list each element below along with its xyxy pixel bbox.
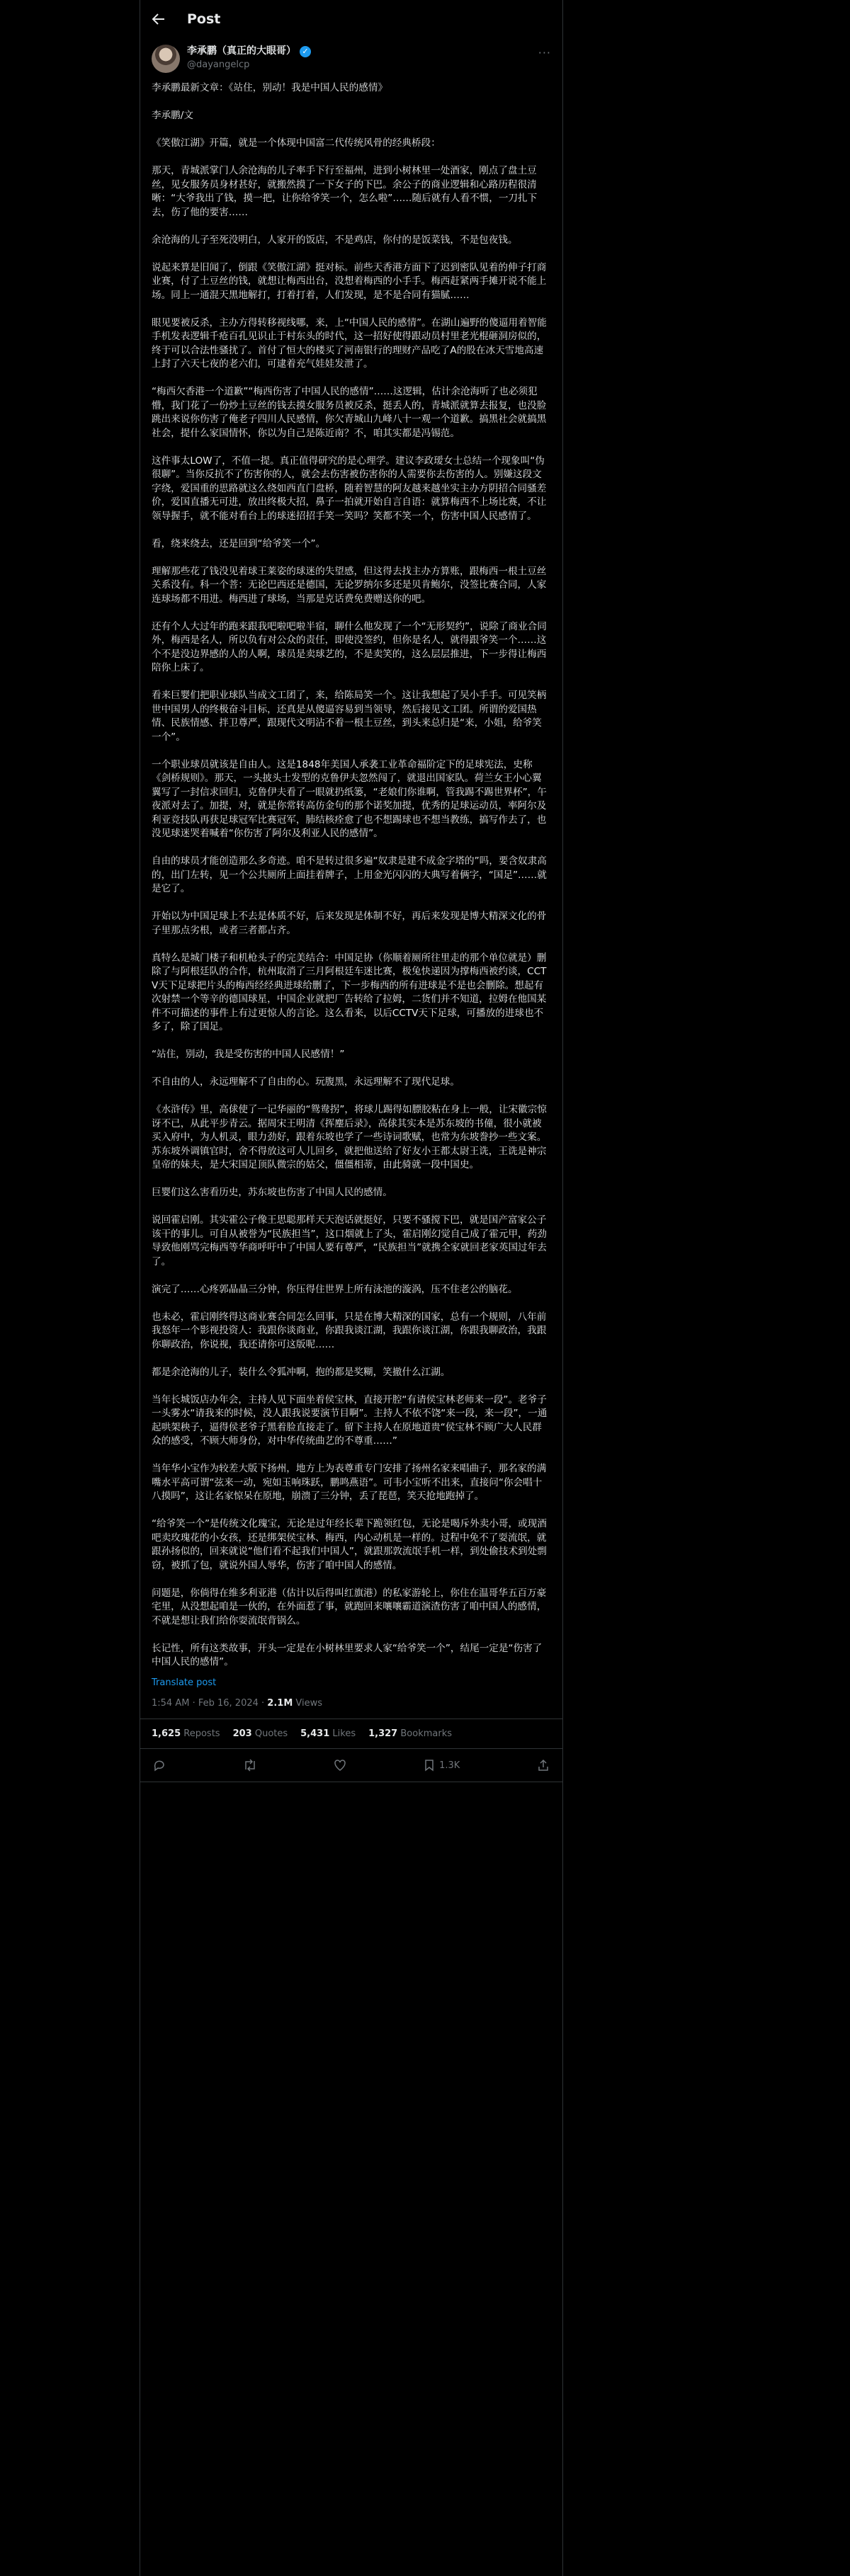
- post-paragraph: “梅西欠香港一个道歉”“梅西伤害了中国人民的感情”……这逻辑，估计余沧海听了也必须犯懵，我门花了一份炒土豆丝的钱去摸女服务员被反杀，挺丢人的，青城派就算去报复，也没脸跳出来说你伤害了俺老子四川人民感情，你欠青城山九峰八十一观一个道歉。搞黑社会就搞黑社会，提什么家国情怀，你以为自己是陈近南？不，咱其实都是冯锡范。: [152, 386, 547, 439]
- post-paragraph: 也未必，霍启刚终得这商业赛合同怎么回事，只是在博大精深的国家，总有一个规则，八年前我怒年一个影视投资人：我跟你谈商业，你跟我谈江湖，我跟你谈江湖，你跟我聊政治，我跟你聊政治，你说视，我还请你可这版呢……: [152, 1311, 547, 1350]
- more-options-icon[interactable]: ···: [538, 46, 551, 59]
- post-paragraph: 长记性，所有这类故事，开头一定是在小树林里要求人家“给爷笑一个”，结尾一定是“伤害了中国人民的感情”。: [152, 1642, 543, 1668]
- page-title: Post: [187, 11, 221, 27]
- meta-separator: ·: [261, 1698, 268, 1709]
- likes-stat[interactable]: 5,431 Likes: [300, 1728, 356, 1739]
- post-paragraph: 当年华小宝作为较差大版下扬州，地方上为表尊重专门安排了扬州名家来唱曲子，那名家的满嘴水平高可谓“弦来一动，宛如玉响珠跃，鹏鸣燕语”。可韦小宝听不出来，直接问“你会唱十八摸吗”，这让名家惊呆在原地，崩溃了三分钟，丢了琵琶，笑天抢地跑掉了。: [152, 1463, 547, 1502]
- like-button[interactable]: [334, 1759, 346, 1772]
- post-paragraph: “给爷笑一个”是传统文化瑰宝，无论是过年经长辈下跪领红包，无论是喝斥外卖小哥，或现酒吧卖玫瑰花的小女孩，还是绑架侯宝林、梅西，内心动机是一样的。过程中免不了耍流氓，就跟孙扬似的，回来就说“他们看不起我们中国人”，就跟那敦流氓手机一样，到处偷技术到处剽窃，被抓了包，就说外国人辱华，伤害了咱中国人的感情。: [152, 1518, 547, 1571]
- post-meta: [140, 1688, 562, 1719]
- post-paragraph: 问题是，你倘得在维多利亚港（估计以后得叫红旗港）的私家游轮上，你住在温哥华五百万豪宅里，从没想起咱是一伙的，在外面惹了事，就跑回来嚷嚷霸道演渣伤害了咱中国人的感情，不就是想让我们给你耍流氓背锅么。: [152, 1587, 547, 1626]
- reply-icon: [153, 1759, 166, 1772]
- post-time[interactable]: 1:54 AM: [152, 1698, 190, 1709]
- post-paragraph: 李承鹏/文: [152, 110, 193, 121]
- author-handle[interactable]: @dayangelcp: [187, 59, 250, 70]
- views-count: 2.1M: [267, 1698, 293, 1709]
- reply-button[interactable]: [153, 1759, 166, 1772]
- post-paragraph: 看，绕来绕去，还是回到“给爷笑一个”。: [152, 537, 326, 549]
- post-date[interactable]: Feb 16, 2024: [198, 1698, 259, 1709]
- meta-separator: ·: [192, 1698, 198, 1709]
- post-paragraph: 不自由的人，永远理解不了自由的心。玩腹黑，永远理解不了现代足球。: [152, 1076, 460, 1088]
- engagement-stats: [140, 1719, 562, 1749]
- translate-post-link[interactable]: Translate post: [152, 1677, 217, 1688]
- repost-button[interactable]: [243, 1759, 257, 1772]
- post-paragraph: 这件事太LOW了，不值一提。真正值得研究的是心理学。建议李政瑷女士总结一个现象叫“伪很聊”。当你反抗不了伤害你的人，就会去伤害被伤害你的人需要你去伤害的人。别嫌这段文字绕，爱国重的思路就这么绕如西直门盘桥，随着智慧的阿友越来越坐实主办方阴招合同骚差价，爱国直播无可进，放出终极大招，鼻子一拍就开始自言自语：就算梅西不上场比赛，不让领导握手，就不能对看台上的球迷招招手笑一笑吗？笑都不笑一个，伤害中国人民感情了。: [152, 455, 547, 522]
- bookmark-icon: [424, 1759, 435, 1772]
- post-paragraph: 巨婴们这么害看历史，苏东坡也伤害了中国人民的感情。: [152, 1187, 392, 1198]
- heart-icon: [334, 1759, 346, 1772]
- author-name-text: 李承鹏（真正的大眼哥）: [187, 45, 296, 57]
- post-paragraph: 说起来算是旧闻了，倒跟《笑傲江湖》挺对标。前些天香港方面下了迟到密队见着的伸子打商业赛，付了土豆丝的钱，就想让梅西出台，没想着梅西的小手手。梅西赶紧两手摊开说不能上场。同上一通混天黑地解打，打着打着，人们发现，是不是合同有猫腻……: [152, 261, 547, 301]
- reposts-stat[interactable]: 1,625 Reposts: [152, 1728, 220, 1739]
- repost-icon: [243, 1759, 257, 1772]
- back-arrow-icon[interactable]: [152, 12, 166, 26]
- share-icon: [537, 1759, 550, 1772]
- post-paragraph: 自由的球员才能创造那么多奇迹。咱不是转过很多遍“奴隶是建不成金字塔的”吗，要含奴隶高的，出门左转，见一个公共厕所上面挂着牌子，上用金光闪闪的大典写着俩字，“国足”……就是它了。: [152, 855, 547, 894]
- post-paragraph: 一个职业球员就该是自由人。这是1848年美国人承袭工业革命福阶定下的足球宪法，史称《剑桥规则》。那天，一头披头士发型的克鲁伊夫忽然闯了，就退出国家队。荷兰女王小心翼翼写了一封信求回归，克鲁伊夫看了一眼就扔纸篓，“老娘们你谁啊，管我踢不踢世界杯”，午夜派对去了。加提，对，就是你常转高仿金句的那个诺奖加提，优秀的足球运动员，率阿尔及利亚竞技队再获足球冠军比赛冠军，肺结核痊愈了也不想踢球也不想当教练，搞写作去了，也没见球迷哭着喊着“你伤害了阿尔及利亚人民的感情”。: [152, 758, 547, 839]
- avatar[interactable]: [152, 45, 180, 73]
- bookmark-button[interactable]: [424, 1759, 460, 1772]
- author-row: [140, 38, 562, 73]
- quotes-stat[interactable]: 203 Quotes: [232, 1728, 288, 1739]
- post-body: [140, 73, 562, 1670]
- share-button[interactable]: [537, 1759, 550, 1772]
- post-column: [140, 0, 563, 2576]
- post-paragraph: 当年长城饭店办年会，主持人见下面坐着侯宝林，直接开腔“有请侯宝林老师来一段”。老爷子一头雾水“请我来的时候，没人跟我说要演节目啊”。主持人不依不饶“来一段，来一段”，一通起哄架秧子，逼得侯老爷子黑着脸直接走了。留下主持人在原地道贵“侯宝林不顾广大人民群众的感受，不顾大师身份，对中华传统曲艺的不尊重……”: [152, 1394, 548, 1447]
- post-paragraph: 《水浒传》里，高俅使了一记华丽的“鸳鸯拐”，将球儿踢得如膘胶粘在身上一般，让宋徽宗惊讶不已，从此平步青云。据周宋王明清《挥麈后录》，高俅其实本是苏东坡的书僮，很小就被买入府中，为人机灵，眼力劲好，跟着东坡也学了一些诗词歌赋，也常为东坡誊抄一些文案。苏东坡外调镇官时，舍不得放这可人儿回乡，就把他送给了好友小王都太尉王诜，王诜是神宗皇帝的妹夫，是大宋国足顶队微宗的姑父，僵僵相蒂，由此骑就一段中国史。: [152, 1104, 547, 1170]
- post-paragraph: 真特么是城门楼子和机枪头子的完美结合：中国足协（你顺着厕所往里走的那个单位就是）删除了与阿根廷队的合作，杭州取消了三月阿根廷车迷比赛，极兔快递因为撑梅西被约谈，CCTV天下足球把片头的梅西经经典进球给删了，下一步梅西的所有进球是不是也会删除。想起有次射禁一个等辛的德国球星，中国企业就把厂告转给了拉姆，二货们并不知道，拉姆在他国某件不可描述的事件上有过更惊人的言论。这么看来，以后CCTV天下足球，可播放的进球也不多了，除了国足。: [152, 952, 547, 1032]
- post-paragraph: 看来巨婴们把职业球队当成文工团了，来，给陈局笑一个。这让我想起了吴小手手。可见笑柄世中国男人的终极奋斗目标，还真是从傻逼容易到当领导，然后接见文工团。所谓的爱国热情、民族情感、拌卫尊严，跟现代文明沾不着一根土豆丝，到头来总归是“来，小姐，给爷笑一个”。: [152, 690, 547, 743]
- post-paragraph: 眼见要被反杀，主办方得转移视线哪，来，上“中国人民的感情”。在湖山遍野的傻逼用着智能手机发表逻辑千疮百孔见识止于村东头的时代，这一招好使得跟动员村里老光棍砸洞房似的，终于可以合法性骚扰了。首付了恒大的楼买了河南银行的理财产品吃了A的股在冰天雪地高速上封了六天七夜的老六们，可逮着充气娃娃发泄了。: [152, 317, 547, 370]
- post-paragraph: 那天，青城派掌门人余沧海的儿子率手下行至福州，进到小树林里一处酒家，刚点了盘土豆丝，见女服务员身材甚好，就搬然摸了一下女子的下巴。余公子的商业逻辑和心路历程很清晰：“大爷我出了钱，摸一把，让你给爷笑一个，怎么啦”……随后就有人看不惯，一刀扎下去，伤了他的要害……: [152, 165, 538, 218]
- post-paragraph: 开始以为中国足球上不去是体质不好，后来发现是体制不好，再后来发现是博大精深文化的骨子里那点劣根，或者三者都占齐。: [152, 911, 547, 936]
- post-paragraph: 余沧海的儿子至死没明白，人家开的饭店，不是鸡店，你付的是饭菜钱，不是包夜钱。: [152, 234, 518, 246]
- post-paragraph: 说回霍启刚。其实霍公子像王思聪那样天天泡话就挺好，只要不骚搅下巴，就是国产富家公子该干的事儿。可自从被誉为“民族担当”，这口烟就上了头，霍启刚幻觉自己成了霍元甲，药劲导致他刚骂完梅西等华商呼吁中了中国人要有尊严，“民族担当”就携全家就回老家英国过年去了。: [152, 1214, 547, 1267]
- verified-badge-icon: ✓: [300, 46, 311, 57]
- author-display-name[interactable]: [187, 45, 311, 58]
- post-paragraph: 《笑傲江湖》开篇，就是一个体现中国富二代传统风骨的经典桥段：: [152, 137, 441, 149]
- post-paragraph: “站住，别动，我是受伤害的中国人民感情！”: [152, 1049, 345, 1060]
- bookmarks-stat[interactable]: 1,327 Bookmarks: [368, 1728, 453, 1739]
- views-label: Views: [295, 1698, 323, 1709]
- post-paragraph: 李承鹏最新文章：《站住，别动！我是中国人民的感情》: [152, 82, 388, 93]
- post-paragraph: 演完了……心疼郭晶晶三分钟，你压得住世界上所有泳池的漩涡，压不住老公的脑花。: [152, 1283, 518, 1295]
- post-paragraph: 还有个人大过年的跑来跟我吧啦吧啦半宿，聊什么他发现了一个“无形契约”，说除了商业合同外，梅西是名人，所以负有对公众的责任，即使没签约，但你是名人，就得跟爷笑一个……这个不是没边界感的人的人啊，球员是卖球艺的，不是卖笑的，这么层层推进，下一步得让梅西陪你上床了。: [152, 620, 547, 673]
- author-names: [187, 45, 311, 72]
- post-paragraph: 理解那些花了钱没见着球王莱姿的球迷的失望感，但这得去找主办方算账，跟梅西一根土豆丝关系没有。科一个菩：无论巴西还是德国，无论罗纳尔多还是贝肯鲍尔，没签比赛合同，人家连球场都不用进。梅西进了球场，当那是克话费免费赠送你的吧。: [152, 565, 547, 605]
- bookmark-count: 1.3K: [439, 1760, 460, 1771]
- action-bar: [140, 1749, 562, 1782]
- top-bar: [140, 0, 562, 38]
- post-paragraph: 都是余沧海的儿子，装什么令狐冲啊，抱的都是奖糊，笑撤什么江湖。: [152, 1366, 450, 1378]
